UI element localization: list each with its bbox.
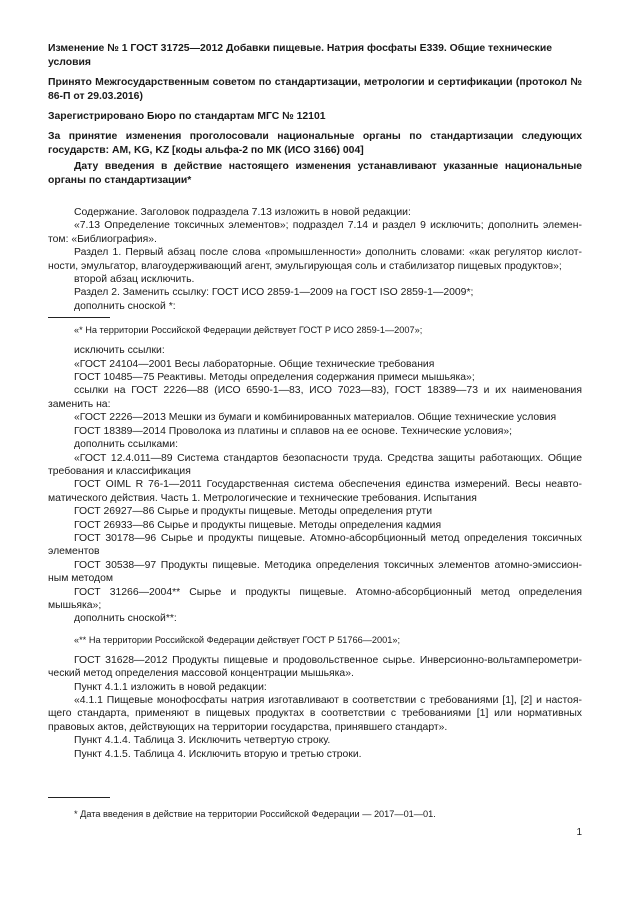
body-paragraph: исключить ссылки:: [74, 345, 165, 357]
body-paragraph: второй абзац исключить.: [74, 274, 195, 286]
body-paragraph: дополнить сноской *:: [74, 300, 176, 312]
body-paragraph: «7.13 Определение токсичных элементов»; подраздел 7.14 и раздел 9 исключить; дополнить элемен-том: «Библиография».: [48, 220, 582, 245]
body-paragraph: Пункт 4.1.5. Таблица 4. Исключить вторую и третью строки.: [74, 748, 362, 760]
body-paragraph: «ГОСТ 24104—2001 Весы лабораторные. Общие технические требования: [74, 358, 435, 370]
body-paragraph: Пункт 4.1.1 изложить в новой редакции:: [74, 681, 267, 693]
body-paragraph: ГОСТ OIML R 76-1—2011 Государственная система обеспечения единства измерений. Весы неавто-матического действия. Часть 1. Метрологические и технические требования. Испытания: [48, 479, 582, 504]
body-paragraph: ГОСТ 18389—2014 Проволока из платины и сплавов на ее основе. Технические условия»;: [74, 425, 513, 437]
page-footnote-area: [48, 797, 582, 820]
body-paragraph: ГОСТ 26927—86 Сырье и продукты пищевые. Методы определения ртути: [74, 506, 433, 518]
change-title: Изменение № 1 ГОСТ 31725—2012 Добавки пищевые. Натрия фосфаты Е339. Общие технические условия: [48, 43, 552, 68]
body-paragraph: дополнить ссылками:: [74, 439, 178, 451]
registration-statement: Зарегистрировано Бюро по стандартам МГС № 12101: [48, 111, 326, 122]
effective-date-note: Дату введения в действие настоящего изменения устанавливают указанные национальные органы по стандартизации*: [48, 161, 582, 186]
body-paragraph: Содержание. Заголовок подраздела 7.13 изложить в новой редакции:: [74, 207, 411, 218]
body-paragraph: Раздел 1. Первый абзац после слова «промышленности» дополнить словами: «как регулятор кислот-ности, эмульгатор, влагоудерживающий агент, эмульгирующая соль и стабилизатор пищевых продуктов»;: [48, 247, 582, 272]
body-paragraph: «4.1.1 Пищевые монофосфаты натрия изготавливают в соответствии с требованиями [1], [2] и настоя-щего стандарта, применяют в пищевых продуктах в соответствии с требованиями [1] или нормативных правовых актов, действующих на территории государства, принявшего стандарт».: [48, 695, 582, 733]
body-paragraph: ГОСТ 31628—2012 Продукты пищевые и продовольственное сырье. Инверсионно-вольтамперометри-ческий метод определения массовой концентрации мышьяка».: [48, 654, 582, 680]
page-footnote: * Дата введения в действие на территории Российской Федерации — 2017—01—01.: [74, 809, 436, 819]
body-paragraph: Пункт 4.1.4. Таблица 3. Исключить четвертую строку.: [74, 735, 331, 747]
body-paragraph: ГОСТ 30178—96 Сырье и продукты пищевые. Атомно-абсорбционный метод определения токсичных элементов: [48, 532, 582, 558]
body-paragraph: ГОСТ 30538—97 Продукты пищевые. Методика определения токсичных элементов атомно-эмиссион-ным методом: [48, 559, 582, 585]
body-paragraph: ГОСТ 31266—2004** Сырье и продукты пищевые. Атомно-абсорбционный метод определения мышьяка»;: [48, 586, 582, 611]
body-paragraph: дополнить сноской**:: [74, 613, 177, 625]
body-paragraph: ГОСТ 10485—75 Реактивы. Методы определения содержания примеси мышьяка»;: [74, 372, 475, 384]
body-paragraph: ГОСТ 26933—86 Сырье и продукты пищевые. Методы определения кадмия: [74, 519, 442, 531]
body-paragraph: Раздел 2. Заменить ссылку: ГОСТ ИСО 2859-1—2009 на ГОСТ ISO 2859-1—2009*;: [74, 287, 474, 299]
adopted-statement: Принято Межгосударственным советом по стандартизации, метрологии и сертификации (протокол № 86-П от 29.03.2016): [48, 77, 582, 102]
page-number: 1: [576, 827, 582, 838]
inline-footnote: «** На территории Российской Федерации действует ГОСТ Р 51766—2001»;: [74, 634, 401, 645]
voting-statement: За принятие изменения проголосовали национальные органы по стандартизации следующих государств: AM, KG, KZ [коды альфа-2 по МК (ИСО 3166) 004]: [48, 131, 582, 156]
body-paragraph: «ГОСТ 2226—2013 Мешки из бумаги и комбинированных материалов. Общие технические условия: [74, 412, 557, 424]
body-paragraph: ссылки на ГОСТ 2226—88 (ИСО 6590-1—83, ИСО 7023—83), ГОСТ 18389—73 и их наименования заменить на:: [48, 385, 582, 410]
body-paragraph: «ГОСТ 12.4.011—89 Система стандартов безопасности труда. Средства защиты работающих. Общие требования и классификация: [48, 452, 582, 477]
inline-footnote: «* На территории Российской Федерации действует ГОСТ Р ИСО 2859-1—2007»;: [74, 325, 423, 336]
